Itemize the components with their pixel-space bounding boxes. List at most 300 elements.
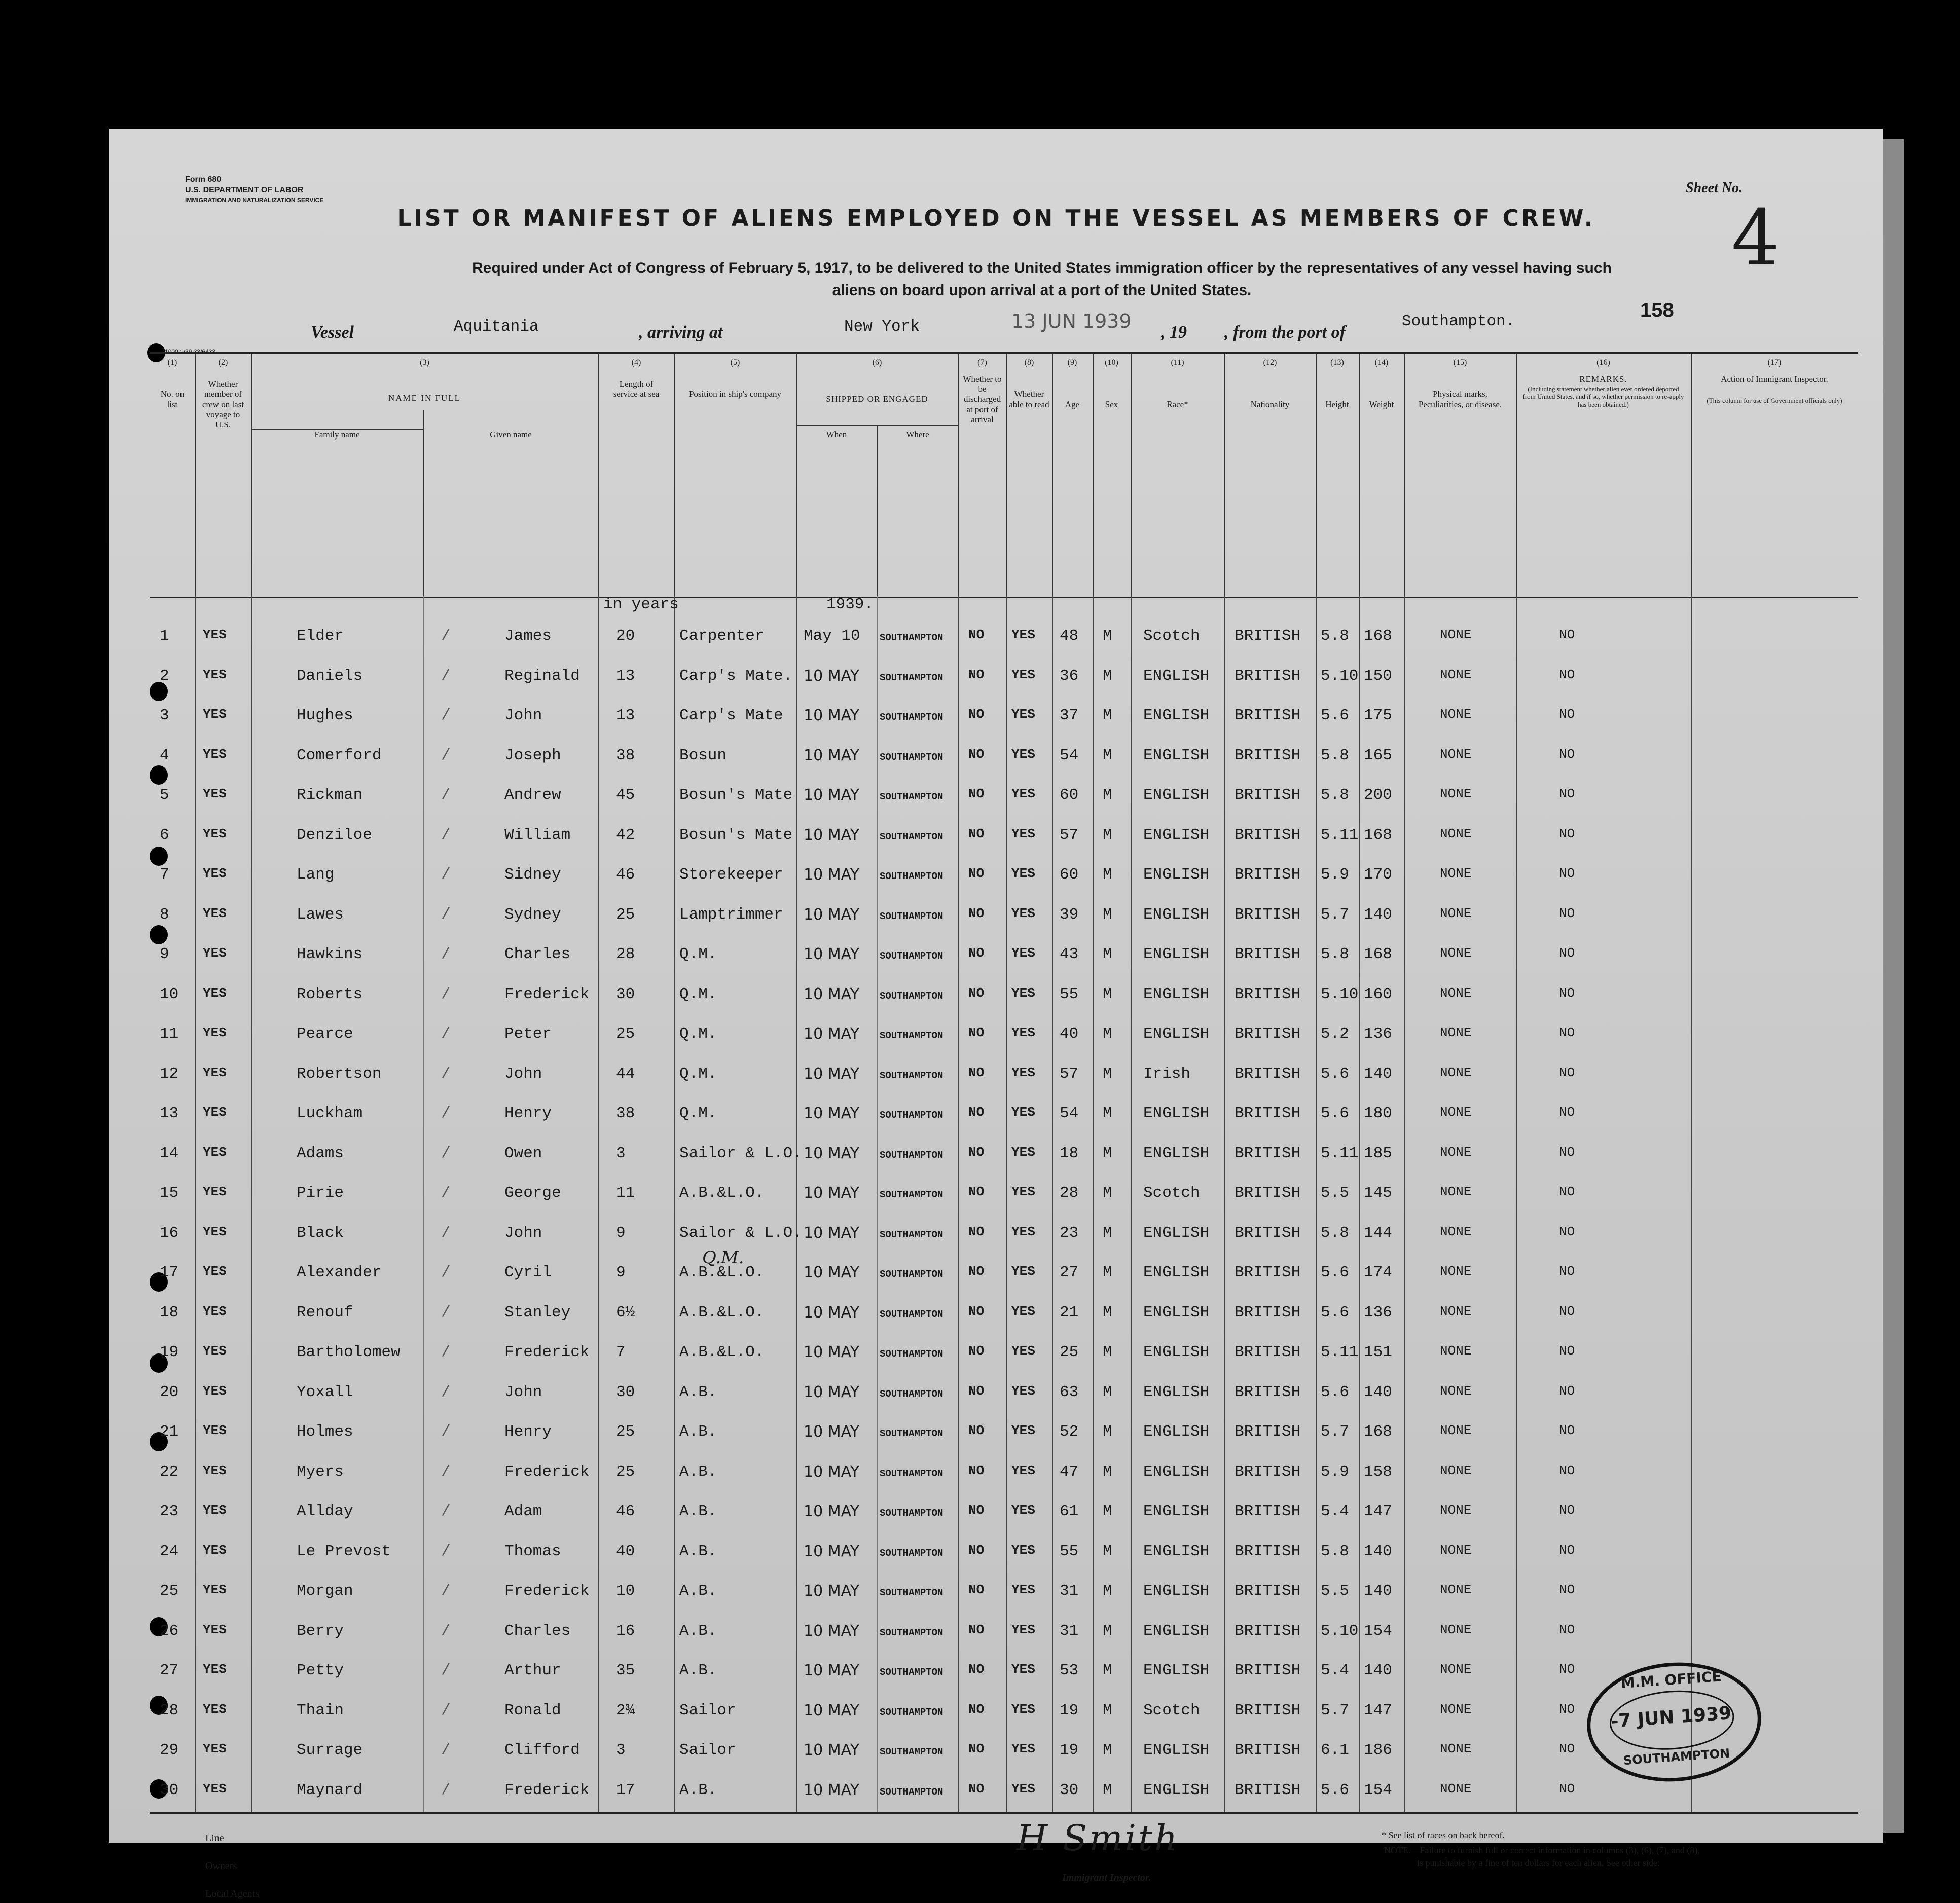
table-bottom-rule [150, 1812, 1858, 1814]
check-slash: / [441, 786, 451, 804]
height: 5.11 [1321, 1144, 1359, 1162]
header-height: (13) Height [1316, 354, 1360, 597]
form-number: Form 680 [185, 175, 222, 184]
shipped-when: 10 MAY [804, 1184, 860, 1202]
prev-voyage: YES [203, 1025, 227, 1040]
shipped-where: SOUTHAMPTON [880, 990, 943, 1002]
shipped-where: SOUTHAMPTON [880, 672, 943, 683]
sex: M [1103, 1622, 1112, 1640]
shipped-where: SOUTHAMPTON [880, 1189, 943, 1200]
race: ENGLISH [1143, 1741, 1210, 1759]
given-name: George [504, 1184, 561, 1202]
shipped-where: SOUTHAMPTON [880, 1030, 943, 1041]
table-row [150, 621, 1858, 662]
family-name: Renouf [297, 1303, 353, 1322]
able-to-read: YES [1011, 945, 1035, 961]
sheet-number-handwritten: 4 [1731, 194, 1780, 282]
service-years: 13 [616, 707, 635, 724]
sex: M [1103, 1662, 1112, 1679]
given-name: Charles [504, 945, 571, 963]
remarks: NO [1559, 1105, 1575, 1120]
able-to-read: YES [1011, 786, 1035, 801]
remarks: NO [1559, 866, 1575, 881]
age: 60 [1060, 866, 1079, 884]
header-remarks: (16) REMARKS. (Including statement whether alien ever ordered deported from United States, and if so, whether permission to re-apply has been obtained.) [1516, 354, 1692, 597]
sex: M [1103, 746, 1112, 764]
weight: 147 [1364, 1701, 1392, 1719]
race: Scotch [1143, 1184, 1200, 1202]
prev-voyage: YES [203, 707, 227, 722]
discharged: NO [968, 627, 985, 642]
row-number: 5 [160, 786, 169, 804]
able-to-read: YES [1011, 707, 1035, 722]
from-port-label: , from the port of [1224, 323, 1346, 342]
shipped-where: SOUTHAMPTON [880, 1706, 943, 1718]
discharged: NO [968, 866, 985, 881]
check-slash: / [441, 1383, 451, 1401]
sex: M [1103, 826, 1112, 844]
shipped-where: SOUTHAMPTON [880, 950, 943, 962]
race: ENGLISH [1143, 746, 1210, 764]
arriving-label: , arriving at [639, 323, 723, 342]
table-row [150, 1576, 1858, 1617]
age: 21 [1060, 1303, 1079, 1322]
race: ENGLISH [1143, 1025, 1210, 1043]
height: 5.8 [1321, 1224, 1349, 1242]
nationality: BRITISH [1235, 985, 1301, 1003]
remarks: NO [1559, 1065, 1575, 1080]
weight: 200 [1364, 786, 1392, 804]
row-number: 2 [160, 667, 169, 685]
family-name: Allday [297, 1503, 353, 1520]
height: 5.6 [1321, 1303, 1349, 1322]
prev-voyage: YES [203, 786, 227, 801]
given-name: Henry [504, 1423, 552, 1441]
position: A.B. [679, 1542, 717, 1560]
check-slash: / [441, 1423, 451, 1441]
service-years: 9 [616, 1224, 626, 1242]
vessel-name: Aquitania [454, 318, 539, 336]
nationality: BRITISH [1235, 1025, 1301, 1043]
service-years: 11 [616, 1184, 635, 1202]
row-number: 27 [160, 1662, 179, 1679]
row-number: 9 [160, 945, 169, 963]
stamp-top-text: M.M. OFFICE [1620, 1668, 1722, 1692]
prev-voyage: YES [203, 1423, 227, 1438]
service-years: 16 [616, 1622, 635, 1640]
shipped-where: SOUTHAMPTON [880, 1746, 943, 1758]
discharged: NO [968, 667, 985, 682]
check-slash: / [441, 905, 451, 924]
age: 43 [1060, 945, 1079, 963]
given-name: Ronald [504, 1701, 561, 1719]
age: 55 [1060, 1542, 1079, 1560]
height: 5.10 [1321, 985, 1359, 1003]
family-name: Rickman [297, 786, 363, 804]
height: 5.8 [1321, 945, 1349, 963]
shipped-when: 10 MAY [804, 1105, 860, 1122]
remarks: NO [1559, 667, 1575, 682]
position: A.B. [679, 1622, 717, 1640]
given-name: Frederick [504, 1343, 590, 1361]
age: 40 [1060, 1025, 1079, 1043]
position: Carp's Mate [679, 707, 783, 724]
family-name: Daniels [297, 667, 363, 685]
given-name: Sydney [504, 905, 561, 924]
race: ENGLISH [1143, 1662, 1210, 1679]
table-row [150, 979, 1858, 1020]
physical-marks: NONE [1440, 905, 1472, 921]
prev-voyage: YES [203, 1383, 227, 1399]
position: A.B. [679, 1383, 717, 1401]
given-name: Frederick [504, 985, 590, 1003]
race: Scotch [1143, 1701, 1200, 1719]
row-number: 16 [160, 1224, 179, 1242]
service-years: 20 [616, 627, 635, 645]
subtitle-line-2: aliens on board upon arrival at a port of the United States. [832, 282, 1252, 299]
service-years: 10 [616, 1582, 635, 1600]
height: 5.4 [1321, 1503, 1349, 1520]
table-row [150, 661, 1858, 702]
shipped-where: SOUTHAMPTON [880, 1149, 943, 1161]
height: 5.8 [1321, 1542, 1349, 1560]
position: Lamptrimmer [679, 905, 783, 924]
given-name: Adam [504, 1503, 542, 1520]
check-slash: / [441, 1701, 451, 1719]
weight: 175 [1364, 707, 1392, 724]
prev-voyage: YES [203, 1303, 227, 1319]
arrival-date-stamp: 13 JUN 1939 [1011, 310, 1132, 333]
service-years: 25 [616, 1423, 635, 1441]
weight: 147 [1364, 1503, 1392, 1520]
given-name: Joseph [504, 746, 561, 764]
race: ENGLISH [1143, 1224, 1210, 1242]
row-number: 1 [160, 627, 169, 645]
remarks: NO [1559, 1383, 1575, 1399]
column-header [150, 352, 1858, 598]
sex: M [1103, 1503, 1112, 1520]
race: ENGLISH [1143, 1582, 1210, 1600]
age: 36 [1060, 667, 1079, 685]
family-name: Comerford [297, 746, 382, 764]
weight: 140 [1364, 905, 1392, 924]
shipped-when: 10 MAY [804, 746, 860, 764]
able-to-read: YES [1011, 1303, 1035, 1319]
given-name: Arthur [504, 1662, 561, 1679]
physical-marks: NONE [1440, 1025, 1472, 1040]
nationality: BRITISH [1235, 627, 1301, 645]
height: 5.6 [1321, 1781, 1349, 1799]
given-name: Sidney [504, 866, 561, 884]
page-subtitle [286, 257, 1797, 302]
age: 25 [1060, 1343, 1079, 1361]
shipped-year-note: 1939. [826, 596, 874, 613]
prev-voyage: YES [203, 1144, 227, 1160]
race: ENGLISH [1143, 866, 1210, 884]
family-name: Holmes [297, 1423, 353, 1441]
row-number: 11 [160, 1025, 179, 1043]
height: 5.7 [1321, 1423, 1349, 1441]
height: 5.8 [1321, 746, 1349, 764]
year-label: , 19 [1161, 323, 1187, 342]
height: 5.11 [1321, 826, 1359, 844]
height: 5.10 [1321, 1622, 1359, 1640]
given-name: Frederick [504, 1781, 590, 1799]
able-to-read: YES [1011, 1025, 1035, 1040]
age: 52 [1060, 1423, 1079, 1441]
able-to-read: YES [1011, 1622, 1035, 1637]
age: 57 [1060, 1065, 1079, 1083]
nationality: BRITISH [1235, 826, 1301, 844]
prev-voyage: YES [203, 1343, 227, 1359]
family-name: Myers [297, 1462, 344, 1481]
given-name: James [504, 627, 552, 645]
row-number: 17 [160, 1264, 179, 1282]
position: Q.M. [679, 945, 717, 963]
service-years: 17 [616, 1781, 635, 1799]
sex: M [1103, 1343, 1112, 1361]
shipped-when: 10 MAY [804, 1741, 860, 1759]
check-slash: / [441, 945, 451, 963]
physical-marks: NONE [1440, 1224, 1472, 1239]
able-to-read: YES [1011, 627, 1035, 642]
able-to-read: YES [1011, 1741, 1035, 1756]
shipped-when: 10 MAY [804, 1025, 860, 1043]
race: ENGLISH [1143, 945, 1210, 963]
family-name: Maynard [297, 1781, 363, 1799]
remarks: NO [1559, 1542, 1575, 1558]
prev-voyage: YES [203, 985, 227, 1001]
height: 5.9 [1321, 866, 1349, 884]
position: Sailor & L.O. [679, 1224, 802, 1242]
header-read: (8) Whether able to read [1006, 354, 1053, 597]
given-name: Thomas [504, 1542, 561, 1560]
row-number: 8 [160, 905, 169, 924]
position: A.B. [679, 1423, 717, 1441]
prev-voyage: YES [203, 1065, 227, 1080]
physical-marks: NONE [1440, 1144, 1472, 1160]
position: Bosun's Mate [679, 786, 793, 804]
position: Sailor & L.O. [679, 1144, 802, 1162]
position: Q.M. [679, 985, 717, 1003]
sex: M [1103, 1144, 1112, 1162]
discharged: NO [968, 1423, 985, 1438]
service-years: 25 [616, 1462, 635, 1481]
height: 5.6 [1321, 1264, 1349, 1282]
service-years: 35 [616, 1662, 635, 1679]
able-to-read: YES [1011, 1462, 1035, 1478]
inspector-label: Immigrant Inspector. [1062, 1872, 1151, 1883]
age: 63 [1060, 1383, 1079, 1401]
family-name: Le Prevost [297, 1542, 391, 1560]
prev-voyage: YES [203, 905, 227, 921]
prev-voyage: YES [203, 1264, 227, 1279]
physical-marks: NONE [1440, 1264, 1472, 1279]
prev-voyage: YES [203, 627, 227, 642]
age: 19 [1060, 1741, 1079, 1759]
check-slash: / [441, 1542, 451, 1560]
shipped-when: 10 MAY [804, 866, 860, 884]
check-slash: / [441, 866, 451, 884]
nationality: BRITISH [1235, 1542, 1301, 1560]
table-row [150, 1139, 1858, 1179]
remarks: NO [1559, 905, 1575, 921]
discharged: NO [968, 985, 985, 1001]
arriving-port: New York [844, 318, 920, 336]
able-to-read: YES [1011, 1423, 1035, 1438]
position: A.B. [679, 1462, 717, 1481]
inspector-signature: H Smith [1017, 1817, 1180, 1859]
nationality: BRITISH [1235, 1065, 1301, 1083]
discharged: NO [968, 1582, 985, 1597]
height: 5.8 [1321, 786, 1349, 804]
sex: M [1103, 1303, 1112, 1322]
weight: 154 [1364, 1622, 1392, 1640]
discharged: NO [968, 707, 985, 722]
prev-voyage: YES [203, 945, 227, 961]
family-name: Pirie [297, 1184, 344, 1202]
prev-voyage: YES [203, 1701, 227, 1717]
physical-marks: NONE [1440, 826, 1472, 841]
shipped-when: 10 MAY [804, 905, 860, 924]
vessel-label: Vessel [311, 323, 354, 342]
height: 5.6 [1321, 707, 1349, 724]
table-row [150, 820, 1858, 861]
height: 5.5 [1321, 1184, 1349, 1202]
family-name: Elder [297, 627, 344, 645]
table-row [150, 1616, 1858, 1657]
sex: M [1103, 1781, 1112, 1799]
weight: 140 [1364, 1542, 1392, 1560]
row-number: 20 [160, 1383, 179, 1401]
weight: 158 [1364, 1462, 1392, 1481]
able-to-read: YES [1011, 746, 1035, 762]
remarks: NO [1559, 1144, 1575, 1160]
row-number: 10 [160, 985, 179, 1003]
check-slash: / [441, 627, 451, 645]
service-years: 45 [616, 786, 635, 804]
header-family-name: Family name [314, 430, 360, 440]
race: ENGLISH [1143, 1383, 1210, 1401]
shipped-where: SOUTHAMPTON [880, 1110, 943, 1121]
table-row [150, 1248, 1858, 1298]
check-slash: / [441, 1105, 451, 1122]
prev-voyage: YES [203, 1224, 227, 1239]
weight: 168 [1364, 826, 1392, 844]
physical-marks: NONE [1440, 667, 1472, 682]
weight: 160 [1364, 985, 1392, 1003]
nationality: BRITISH [1235, 746, 1301, 764]
physical-marks: NONE [1440, 866, 1472, 881]
sex: M [1103, 1741, 1112, 1759]
check-slash: / [441, 1503, 451, 1520]
sex: M [1103, 1105, 1112, 1122]
physical-marks: NONE [1440, 1781, 1472, 1797]
header-no: (1) No. on list [150, 354, 196, 597]
position: A.B.&L.O. [679, 1264, 765, 1282]
header-when: When [826, 430, 847, 440]
row-number: 15 [160, 1184, 179, 1202]
physical-marks: NONE [1440, 1184, 1472, 1199]
family-name: Denziloe [297, 826, 372, 844]
weight: 174 [1364, 1264, 1392, 1282]
able-to-read: YES [1011, 826, 1035, 841]
shipped-where: SOUTHAMPTON [880, 1468, 943, 1479]
remarks: NO [1559, 1662, 1575, 1677]
row-number: 25 [160, 1582, 179, 1600]
remarks: NO [1559, 985, 1575, 1001]
able-to-read: YES [1011, 1582, 1035, 1597]
age: 31 [1060, 1582, 1079, 1600]
weight: 168 [1364, 627, 1392, 645]
able-to-read: YES [1011, 1781, 1035, 1797]
shipped-when: 10 MAY [804, 1264, 860, 1282]
age: 60 [1060, 786, 1079, 804]
physical-marks: NONE [1440, 945, 1472, 961]
print-code: 1000 1/39 33/6433 [165, 348, 216, 355]
row-number: 30 [160, 1781, 179, 1799]
stamp-date: -7 JUN 1939 [1610, 1703, 1732, 1732]
footer-line-label: Line [205, 1833, 224, 1844]
nationality: BRITISH [1235, 1662, 1301, 1679]
family-name: Lang [297, 866, 335, 884]
service-years: 44 [616, 1065, 635, 1083]
sex: M [1103, 627, 1112, 645]
prev-voyage: YES [203, 1184, 227, 1199]
able-to-read: YES [1011, 1264, 1035, 1279]
sex: M [1103, 1025, 1112, 1043]
header-race: (11) Race* [1131, 354, 1225, 597]
given-name: Owen [504, 1144, 542, 1162]
nationality: BRITISH [1235, 1462, 1301, 1481]
table-row [150, 1775, 1858, 1816]
shipped-where: SOUTHAMPTON [880, 712, 943, 723]
weight: 170 [1364, 866, 1392, 884]
shipped-when: 10 MAY [804, 1343, 860, 1361]
service-years: 6½ [616, 1303, 635, 1322]
weight: 136 [1364, 1025, 1392, 1043]
given-name: Cyril [504, 1264, 552, 1282]
given-name: Frederick [504, 1582, 590, 1600]
able-to-read: YES [1011, 1662, 1035, 1677]
discharged: NO [968, 1462, 985, 1478]
row-number: 24 [160, 1542, 179, 1560]
race: ENGLISH [1143, 1264, 1210, 1282]
table-row [150, 900, 1858, 940]
age: 37 [1060, 707, 1079, 724]
remarks: NO [1559, 1701, 1575, 1717]
remarks: NO [1559, 1264, 1575, 1279]
discharged: NO [968, 1144, 985, 1160]
weight: 144 [1364, 1224, 1392, 1242]
sex: M [1103, 1065, 1112, 1083]
shipped-where: SOUTHAMPTON [880, 791, 943, 802]
prev-voyage: YES [203, 1462, 227, 1478]
check-slash: / [441, 1144, 451, 1162]
family-name: Luckham [297, 1105, 363, 1122]
service-years: 9 [616, 1264, 626, 1282]
service-years: 2¾ [616, 1701, 635, 1719]
shipped-when: 10 MAY [804, 1781, 860, 1799]
prev-voyage: YES [203, 1662, 227, 1677]
nationality: BRITISH [1235, 866, 1301, 884]
shipped-when: 10 MAY [804, 1622, 860, 1640]
nationality: BRITISH [1235, 1224, 1301, 1242]
race: ENGLISH [1143, 985, 1210, 1003]
able-to-read: YES [1011, 1184, 1035, 1199]
weight: 151 [1364, 1343, 1392, 1361]
nationality: BRITISH [1235, 1781, 1301, 1799]
